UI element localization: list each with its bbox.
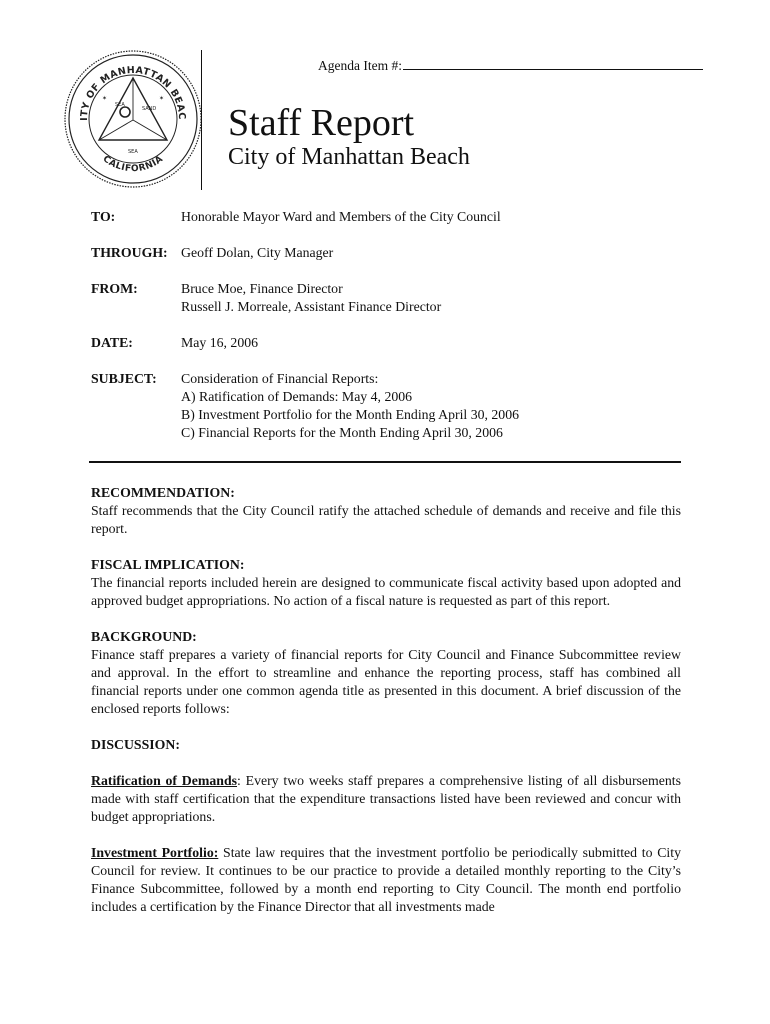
- memo-through-label: THROUGH:: [91, 245, 168, 260]
- svg-text:✶: ✶: [159, 96, 165, 102]
- header-divider: [201, 50, 202, 190]
- city-name: City of Manhattan Beach: [228, 144, 470, 170]
- memo-to-row: [91, 208, 691, 226]
- agenda-item-label: Agenda Item #:: [318, 58, 402, 73]
- investment-text: State law requires that the investment portfolio be periodically submitted to City Council for review. It continues to be our practice to provide a detailed monthly reporting to the City’s Finance Subcommittee, followed by a month end reporting to City Council. The month end portfolio includes a certification by the Finance Director that all investments made: [91, 845, 681, 914]
- background-text: Finance staff prepares a variety of financial reports for City Council and Finance Subcommittee review and approval. In the effort to streamline and enhance the reporting process, staff has combined all financial reports under one common agenda title as presented in this document. A brief discussion of the enclosed reports follows:: [91, 647, 681, 716]
- seal-bottom-text: CALIFORNIA: [100, 154, 166, 175]
- discussion-heading: DISCUSSION:: [91, 737, 180, 752]
- ratification-paragraph: [91, 772, 681, 826]
- discussion-section: [91, 736, 681, 754]
- recommendation-heading: RECOMMENDATION:: [91, 485, 235, 500]
- memo-subject-line: A) Ratification of Demands: May 4, 2006: [181, 389, 413, 404]
- agenda-item: [318, 58, 703, 74]
- memo-date-label: DATE:: [91, 335, 133, 350]
- memo-date-row: [91, 334, 691, 352]
- agenda-item-blank-line: [403, 60, 703, 70]
- city-seal-graphic: [62, 48, 204, 190]
- fiscal-heading: FISCAL IMPLICATION:: [91, 557, 245, 572]
- memo-to-value: Honorable Mayor Ward and Members of the City Council: [181, 209, 501, 224]
- seal-top-text: ITY OF MANHATTAN BEAC: [78, 64, 188, 121]
- memo-from-row: [91, 280, 691, 316]
- memo-subject-label: SUBJECT:: [91, 371, 157, 386]
- memo-subject-line: C) Financial Reports for the Month Ending April 30, 2006: [181, 425, 503, 440]
- memo-from-line: Russell J. Morreale, Assistant Finance Director: [181, 299, 442, 314]
- recommendation-text: Staff recommends that the City Council ratify the attached schedule of demands and receive and file this report.: [91, 503, 681, 536]
- memo-through-row: [91, 244, 691, 262]
- fiscal-text: The financial reports included herein are designed to communicate fiscal activity based upon adopted and approved budget appropriations. No action of a fiscal nature is requested as part of this report.: [91, 575, 681, 608]
- svg-text:CITY OF MANHATTAN BEACH: [62, 48, 187, 121]
- seal-label-2: SAND: [142, 106, 157, 112]
- background-section: [91, 628, 681, 718]
- report-body: [91, 484, 681, 934]
- investment-lead: Investment Portfolio:: [91, 845, 219, 860]
- memo-subject-line: B) Investment Portfolio for the Month Ending April 30, 2006: [181, 407, 519, 422]
- memo-through-value: Geoff Dolan, City Manager: [181, 245, 334, 260]
- svg-text:CALIFORNIA: [101, 154, 166, 174]
- seal-label-1: SEA: [115, 102, 125, 108]
- section-divider: [89, 461, 681, 463]
- svg-text:✶: ✶: [102, 96, 108, 102]
- investment-paragraph: [91, 844, 681, 916]
- memo-to-label: TO:: [91, 209, 116, 224]
- memo-header: [91, 208, 691, 460]
- memo-subject-line: Consideration of Financial Reports:: [181, 371, 379, 386]
- page-title: Staff Report: [228, 102, 415, 144]
- recommendation-section: [91, 484, 681, 538]
- memo-from-line: Bruce Moe, Finance Director: [181, 281, 343, 296]
- fiscal-section: [91, 556, 681, 610]
- ratification-lead: Ratification of Demands: [91, 773, 238, 788]
- memo-from-label: FROM:: [91, 281, 138, 296]
- memo-date-value: May 16, 2006: [181, 335, 259, 350]
- seal-label-3: SEA: [128, 149, 138, 155]
- memo-subject-row: [91, 370, 691, 442]
- background-heading: BACKGROUND:: [91, 629, 197, 644]
- ratification-text: : Every two weeks staff prepares a comprehensive listing of all disbursements made with staff certification that the expenditure transactions listed have been reviewed and concur with budget appropriations.: [91, 773, 682, 824]
- city-seal: [62, 48, 204, 190]
